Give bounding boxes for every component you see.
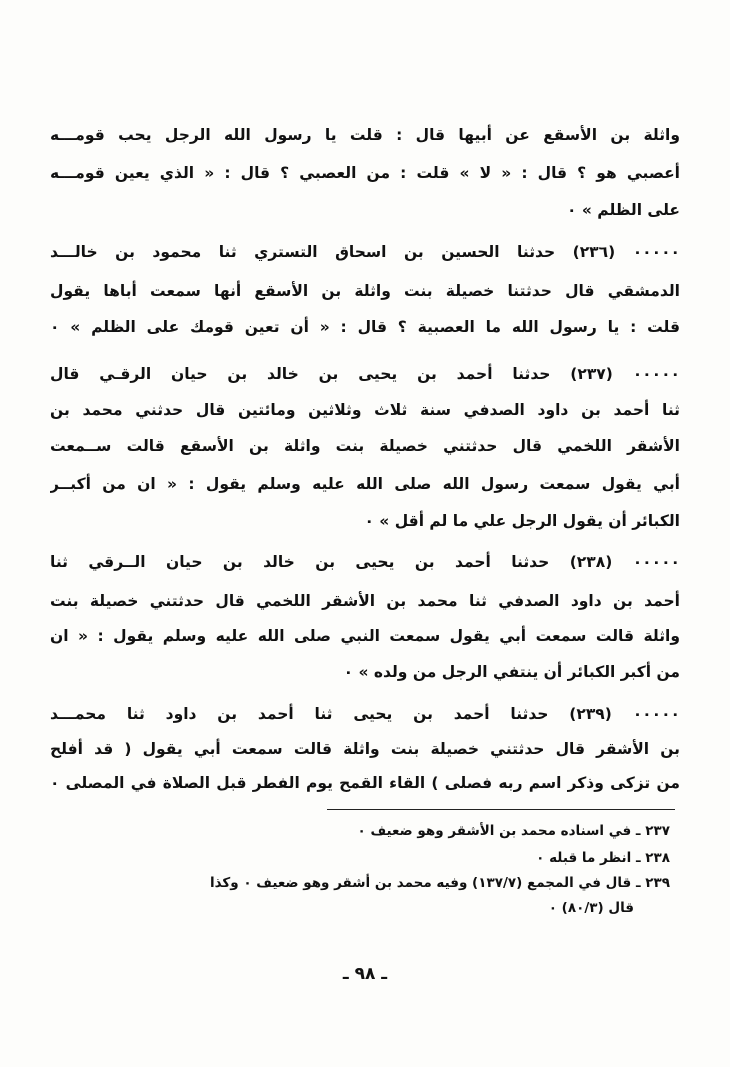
body-line-8: ثنا أحمد بن داود الصدفي سنة ثلاث وثلاثين ومائتين قال حدثني محمد بن [50,401,680,419]
footnote-237: ٢٣٧ ـ في اسناده محمد بن الأشقر وهو ضعيف ٠ [357,823,670,839]
body-line-4: ٠٠٠٠٠ (٢٣٦) حدثنا الحسين بن اسحاق التستري ثنا محمود بن خالـــد [50,243,680,261]
body-line-1: واثلة بن الأسقع عن أبيها قال : قلت يا رسول الله الرجل يحب قومـــه [50,126,680,144]
body-line-16: ٠٠٠٠٠ (٢٣٩) حدثنا أحمد بن يحيى ثنا أحمد بن داود ثنا محمـــد [50,705,680,723]
body-line-7: ٠٠٠٠٠ (٢٣٧) حدثنا أحمد بن يحيى بن خالد بن حيان الرقـي قال [50,365,680,383]
body-line-14: واثلة قالت سمعت أبي يقول سمعت النبي صلى الله عليه وسلم يقول : « ان [50,627,680,645]
body-line-18: من تزكى وذكر اسم ربه فصلى ) القاء القمح يوم الفطر قبل الصلاة في المصلى ٠ [50,774,680,792]
body-line-13: أحمد بن داود الصدفي ثنا محمد بن الأشقر اللخمي قال حدثتني خصيلة بنت [50,592,680,610]
body-line-6: قلت : يا رسول الله ما العصبية ؟ قال : « أن تعين قومك على الظلم » ٠ [50,318,680,336]
page-number: ـ ٩٨ ـ [342,964,388,984]
body-line-9: الأشقر اللخمي قال حدثتني خصيلة بنت واثلة بن الأسقع قالت ســمعت [50,437,680,455]
body-line-15: من أكبر الكبائر أن ينتفي الرجل من ولده » ٠ [343,663,680,681]
footnote-238: ٢٣٨ ـ انظر ما قبله ٠ [536,850,670,866]
body-line-12: ٠٠٠٠٠ (٢٣٨) حدثنا أحمد بن يحيى بن خالد بن حيان الــرقي ثنا [50,553,680,571]
body-line-3: على الظلم » ٠ [567,201,680,219]
footnote-239: ٢٣٩ ـ قال في المجمع (١٣٧/٧) وفيه محمد بن أشقر وهو ضعيف ٠ وكذا [209,875,670,891]
body-line-5: الدمشقي قال حدثتنا خصيلة بنت واثلة بن الأسقع أنها سمعت أباها يقول [50,282,680,300]
body-line-2: أعصبي هو ؟ قال : « لا » قلت : من العصبي ؟ قال : « الذي يعين قومـــه [50,164,680,182]
footnote-239-continued: قال (٨٠/٣) ٠ [548,900,634,916]
body-line-10: أبي يقول سمعت رسول الله صلى الله عليه وسلم يقول : « ان من أكبــر [50,475,680,493]
body-line-11: الكبائر أن يقول الرجل علي ما لم أقل » ٠ [364,512,680,530]
footnote-separator [327,809,675,810]
body-line-17: بن الأشقر قال حدثتني خصيلة بنت واثلة قالت سمعت أبي يقول ( قد أفلح [50,740,680,758]
